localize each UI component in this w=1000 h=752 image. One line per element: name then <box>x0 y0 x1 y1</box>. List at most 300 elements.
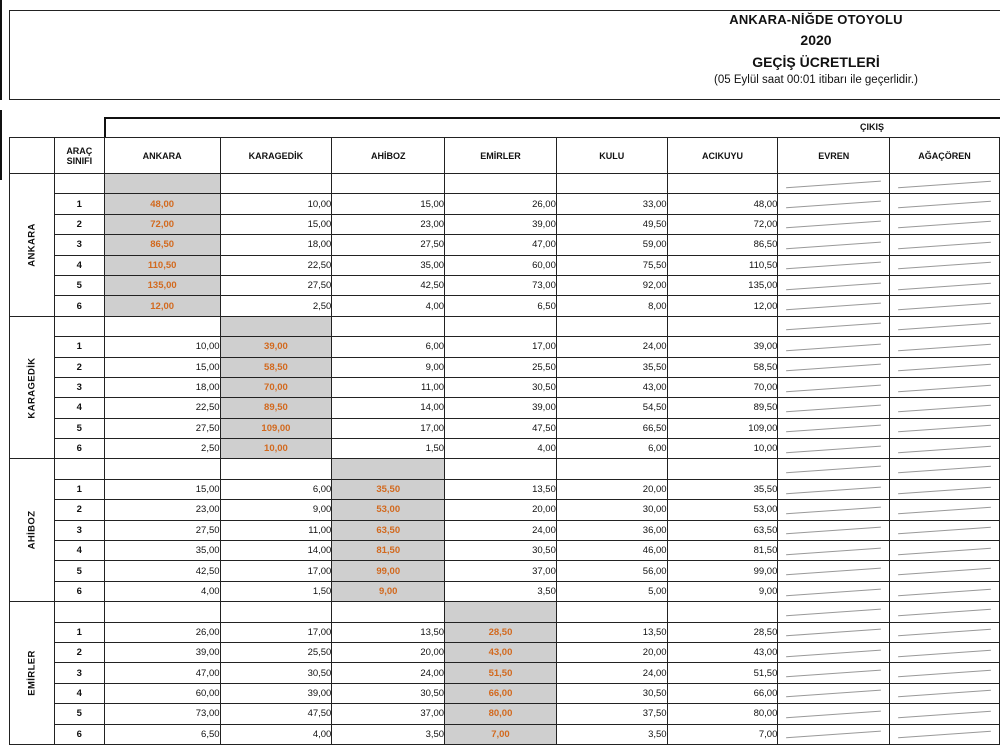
column-header-row <box>10 138 1000 174</box>
spacer-cell <box>220 316 332 336</box>
fee-cell: 53,00 <box>667 500 778 520</box>
fee-cell-highlighted: 48,00 <box>104 194 220 214</box>
spacer-cell <box>220 174 332 194</box>
vehicle-class-cell: 3 <box>54 235 104 255</box>
exit-column-header: ANKARA <box>104 138 220 174</box>
fee-cell: 30,50 <box>220 663 332 683</box>
vehicle-class-header-line1: ARAÇ <box>66 145 93 156</box>
fee-cell: 17,00 <box>220 561 332 581</box>
fee-cell: 20,00 <box>556 479 667 499</box>
not-applicable-cell <box>890 337 1000 357</box>
fee-cell: 42,50 <box>104 561 220 581</box>
spacer-cell <box>445 602 557 622</box>
exit-column-header: AĞAÇÖREN <box>890 138 1000 174</box>
fee-cell: 73,00 <box>104 704 220 724</box>
toll-fee-table <box>9 137 1000 745</box>
not-applicable-cell <box>778 724 890 744</box>
spacer-cell <box>54 459 104 479</box>
fee-cell-highlighted: 10,00 <box>220 439 332 459</box>
not-applicable-cell <box>778 683 890 703</box>
not-applicable-cell <box>890 398 1000 418</box>
not-applicable-cell <box>890 357 1000 377</box>
group-column-header <box>10 138 55 174</box>
not-applicable-cell <box>890 275 1000 295</box>
fee-cell: 54,50 <box>556 398 667 418</box>
not-applicable-cell <box>890 500 1000 520</box>
fee-cell: 7,00 <box>667 724 778 744</box>
document-header <box>666 12 966 86</box>
fee-cell: 37,50 <box>556 704 667 724</box>
table-row <box>10 275 1000 295</box>
vehicle-class-cell: 2 <box>54 500 104 520</box>
fee-cell: 6,00 <box>556 439 667 459</box>
fee-cell: 10,00 <box>667 439 778 459</box>
vehicle-class-cell: 4 <box>54 255 104 275</box>
fee-cell: 47,00 <box>104 663 220 683</box>
vehicle-class-cell: 5 <box>54 561 104 581</box>
not-applicable-cell <box>778 275 890 295</box>
fee-cell: 70,00 <box>667 377 778 397</box>
vehicle-class-cell: 3 <box>54 520 104 540</box>
not-applicable-cell <box>778 418 890 438</box>
fee-cell: 13,50 <box>556 622 667 642</box>
table-row <box>10 642 1000 662</box>
spacer-cell <box>332 174 445 194</box>
spacer-cell <box>667 602 778 622</box>
table-row <box>10 194 1000 214</box>
table-row <box>10 296 1000 316</box>
fee-cell: 35,00 <box>104 541 220 561</box>
fee-cell: 24,00 <box>556 663 667 683</box>
vehicle-class-cell: 6 <box>54 724 104 744</box>
fee-cell-highlighted: 110,50 <box>104 255 220 275</box>
not-applicable-cell <box>778 377 890 397</box>
fee-cell: 63,50 <box>667 520 778 540</box>
not-applicable-cell <box>890 174 1000 194</box>
entry-group-label: EMİRLER <box>26 650 38 696</box>
fee-cell: 30,50 <box>445 541 557 561</box>
not-applicable-cell <box>890 663 1000 683</box>
fee-cell: 3,50 <box>445 581 557 601</box>
vehicle-class-cell: 3 <box>54 663 104 683</box>
header-year: 2020 <box>800 32 832 48</box>
fee-cell: 135,00 <box>667 275 778 295</box>
fee-cell: 33,00 <box>556 194 667 214</box>
table-row <box>10 500 1000 520</box>
vehicle-class-cell: 2 <box>54 357 104 377</box>
not-applicable-cell <box>778 174 890 194</box>
vehicle-class-cell: 5 <box>54 418 104 438</box>
fee-cell: 6,50 <box>104 724 220 744</box>
fee-cell: 27,50 <box>220 275 332 295</box>
fee-cell: 60,00 <box>445 255 557 275</box>
spacer-cell <box>54 174 104 194</box>
vehicle-class-header-line2: SINIFI <box>66 155 93 166</box>
vehicle-class-cell: 1 <box>54 622 104 642</box>
entry-group-cell <box>10 602 55 745</box>
fee-cell-highlighted: 72,00 <box>104 214 220 234</box>
vehicle-class-cell: 4 <box>54 541 104 561</box>
fee-cell-highlighted: 63,50 <box>332 520 445 540</box>
fee-cell: 39,00 <box>667 337 778 357</box>
not-applicable-cell <box>778 561 890 581</box>
fee-cell: 26,00 <box>104 622 220 642</box>
not-applicable-cell <box>778 520 890 540</box>
fee-cell: 73,00 <box>445 275 557 295</box>
table-body <box>10 174 1000 745</box>
fee-cell: 39,00 <box>220 683 332 703</box>
fee-cell: 46,00 <box>556 541 667 561</box>
fee-cell: 49,50 <box>556 214 667 234</box>
fee-cell-highlighted: 80,00 <box>445 704 557 724</box>
fee-cell-highlighted: 99,00 <box>332 561 445 581</box>
fee-cell: 15,00 <box>104 479 220 499</box>
fee-cell: 20,00 <box>445 500 557 520</box>
fee-cell: 58,50 <box>667 357 778 377</box>
fee-cell: 4,00 <box>104 581 220 601</box>
entry-group-label: ANKARA <box>26 223 38 267</box>
fee-cell: 47,50 <box>220 704 332 724</box>
not-applicable-cell <box>778 500 890 520</box>
fee-cell: 26,00 <box>445 194 557 214</box>
not-applicable-cell <box>890 479 1000 499</box>
left-edge-line <box>0 110 2 180</box>
group-spacer-row <box>10 602 1000 622</box>
fee-cell: 6,00 <box>332 337 445 357</box>
fee-cell: 47,00 <box>445 235 557 255</box>
spacer-cell <box>104 459 220 479</box>
exit-column-header: KULU <box>556 138 667 174</box>
vehicle-class-cell: 2 <box>54 642 104 662</box>
fee-cell: 13,50 <box>332 622 445 642</box>
spacer-cell <box>445 174 557 194</box>
fee-cell-highlighted: 66,00 <box>445 683 557 703</box>
fee-cell: 39,00 <box>445 398 557 418</box>
fee-cell: 18,00 <box>220 235 332 255</box>
fee-cell: 35,50 <box>667 479 778 499</box>
not-applicable-cell <box>890 520 1000 540</box>
fee-cell-highlighted: 89,50 <box>220 398 332 418</box>
fee-cell: 80,00 <box>667 704 778 724</box>
fee-cell: 109,00 <box>667 418 778 438</box>
not-applicable-cell <box>778 459 890 479</box>
vehicle-class-cell: 4 <box>54 683 104 703</box>
fee-cell-highlighted: 28,50 <box>445 622 557 642</box>
spacer-cell <box>667 316 778 336</box>
fee-cell: 22,50 <box>104 398 220 418</box>
fee-cell: 48,00 <box>667 194 778 214</box>
fee-cell: 99,00 <box>667 561 778 581</box>
not-applicable-cell <box>890 439 1000 459</box>
fee-cell: 66,50 <box>556 418 667 438</box>
table-row <box>10 704 1000 724</box>
not-applicable-cell <box>890 255 1000 275</box>
not-applicable-cell <box>778 235 890 255</box>
fee-cell-highlighted: 7,00 <box>445 724 557 744</box>
vehicle-class-cell: 2 <box>54 214 104 234</box>
spacer-cell <box>104 602 220 622</box>
table-row <box>10 581 1000 601</box>
vehicle-class-cell: 6 <box>54 581 104 601</box>
fee-cell: 6,00 <box>220 479 332 499</box>
fee-cell: 1,50 <box>220 581 332 601</box>
table-row <box>10 479 1000 499</box>
fee-cell: 13,50 <box>445 479 557 499</box>
table-row <box>10 683 1000 703</box>
exit-column-header: EMİRLER <box>445 138 557 174</box>
spacer-cell <box>556 459 667 479</box>
fee-cell: 35,50 <box>556 357 667 377</box>
spacer-cell <box>54 602 104 622</box>
not-applicable-cell <box>778 255 890 275</box>
not-applicable-cell <box>890 561 1000 581</box>
left-edge-line <box>0 0 2 100</box>
fee-cell: 14,00 <box>220 541 332 561</box>
fee-cell: 3,50 <box>332 724 445 744</box>
fee-cell: 24,00 <box>556 337 667 357</box>
fee-cell: 39,00 <box>104 642 220 662</box>
fee-cell: 75,50 <box>556 255 667 275</box>
fee-cell: 30,50 <box>445 377 557 397</box>
fee-cell: 11,00 <box>220 520 332 540</box>
entry-group-cell <box>10 459 55 602</box>
spacer-cell <box>220 602 332 622</box>
fee-cell: 2,50 <box>104 439 220 459</box>
vehicle-class-cell: 1 <box>54 479 104 499</box>
spacer-cell <box>332 316 445 336</box>
fee-cell: 89,50 <box>667 398 778 418</box>
not-applicable-cell <box>890 602 1000 622</box>
table-row <box>10 724 1000 744</box>
exit-column-header: EVREN <box>778 138 890 174</box>
fee-cell: 23,00 <box>104 500 220 520</box>
spacer-cell <box>556 602 667 622</box>
fee-cell: 3,50 <box>556 724 667 744</box>
fee-cell: 30,50 <box>556 683 667 703</box>
not-applicable-cell <box>778 357 890 377</box>
fee-cell: 92,00 <box>556 275 667 295</box>
not-applicable-cell <box>890 296 1000 316</box>
fee-cell: 15,00 <box>220 214 332 234</box>
not-applicable-cell <box>890 622 1000 642</box>
fee-cell: 59,00 <box>556 235 667 255</box>
header-title: GEÇİŞ ÜCRETLERİ <box>752 54 880 70</box>
fee-cell: 17,00 <box>445 337 557 357</box>
not-applicable-cell <box>778 581 890 601</box>
not-applicable-cell <box>890 418 1000 438</box>
fee-cell: 20,00 <box>556 642 667 662</box>
fee-cell: 51,50 <box>667 663 778 683</box>
fee-cell-highlighted: 51,50 <box>445 663 557 683</box>
fee-cell-highlighted: 43,00 <box>445 642 557 662</box>
fee-cell: 35,00 <box>332 255 445 275</box>
fee-cell: 110,50 <box>667 255 778 275</box>
fee-cell: 4,00 <box>445 439 557 459</box>
spacer-cell <box>556 316 667 336</box>
fee-cell: 25,50 <box>220 642 332 662</box>
fee-cell: 28,50 <box>667 622 778 642</box>
not-applicable-cell <box>778 194 890 214</box>
fee-cell: 17,00 <box>332 418 445 438</box>
exit-column-header: KARAGEDİK <box>220 138 332 174</box>
not-applicable-cell <box>778 704 890 724</box>
fee-cell: 8,00 <box>556 296 667 316</box>
entry-group-cell <box>10 174 55 317</box>
fee-cell: 37,00 <box>332 704 445 724</box>
spacer-cell <box>104 316 220 336</box>
not-applicable-cell <box>890 214 1000 234</box>
exit-column-header: AHİBOZ <box>332 138 445 174</box>
fee-cell: 10,00 <box>104 337 220 357</box>
fee-cell: 5,00 <box>556 581 667 601</box>
not-applicable-cell <box>778 398 890 418</box>
table-row <box>10 235 1000 255</box>
spacer-cell <box>667 459 778 479</box>
fee-cell: 36,00 <box>556 520 667 540</box>
vehicle-class-cell: 5 <box>54 704 104 724</box>
fee-cell: 43,00 <box>556 377 667 397</box>
fee-cell: 9,00 <box>332 357 445 377</box>
fee-cell: 27,50 <box>332 235 445 255</box>
not-applicable-cell <box>890 704 1000 724</box>
spacer-cell <box>332 459 445 479</box>
not-applicable-cell <box>890 459 1000 479</box>
not-applicable-cell <box>778 663 890 683</box>
fee-cell: 15,00 <box>332 194 445 214</box>
not-applicable-cell <box>778 479 890 499</box>
fee-cell: 4,00 <box>332 296 445 316</box>
entry-group-label: KARAGEDİK <box>26 357 38 419</box>
fee-cell: 18,00 <box>104 377 220 397</box>
not-applicable-cell <box>778 642 890 662</box>
fee-cell: 6,50 <box>445 296 557 316</box>
table-row <box>10 377 1000 397</box>
spacer-cell <box>220 459 332 479</box>
vehicle-class-cell: 1 <box>54 194 104 214</box>
fee-cell: 39,00 <box>445 214 557 234</box>
vehicle-class-header <box>54 138 104 174</box>
not-applicable-cell <box>890 683 1000 703</box>
fee-cell-highlighted: 12,00 <box>104 296 220 316</box>
vehicle-class-cell: 6 <box>54 439 104 459</box>
spacer-cell <box>445 459 557 479</box>
header-line-1: ANKARA-NİĞDE OTOYOLU <box>729 12 903 27</box>
fee-cell: 24,00 <box>445 520 557 540</box>
fee-cell: 15,00 <box>104 357 220 377</box>
fee-cell: 30,50 <box>332 683 445 703</box>
entry-group-label: AHİBOZ <box>26 510 38 550</box>
fee-cell: 56,00 <box>556 561 667 581</box>
fee-cell-highlighted: 9,00 <box>332 581 445 601</box>
not-applicable-cell <box>890 541 1000 561</box>
fee-cell: 43,00 <box>667 642 778 662</box>
not-applicable-cell <box>778 296 890 316</box>
fee-cell: 81,50 <box>667 541 778 561</box>
fee-cell-highlighted: 135,00 <box>104 275 220 295</box>
spacer-cell <box>104 174 220 194</box>
not-applicable-cell <box>778 316 890 336</box>
entry-group-cell <box>10 316 55 459</box>
table-row <box>10 337 1000 357</box>
group-spacer-row <box>10 459 1000 479</box>
not-applicable-cell <box>890 581 1000 601</box>
fee-cell: 42,50 <box>332 275 445 295</box>
table-row <box>10 357 1000 377</box>
table-row <box>10 561 1000 581</box>
fee-cell: 10,00 <box>220 194 332 214</box>
fee-cell-highlighted: 53,00 <box>332 500 445 520</box>
table-row <box>10 255 1000 275</box>
not-applicable-cell <box>778 602 890 622</box>
vehicle-class-cell: 5 <box>54 275 104 295</box>
not-applicable-cell <box>778 622 890 642</box>
fee-cell-highlighted: 70,00 <box>220 377 332 397</box>
fee-cell-highlighted: 58,50 <box>220 357 332 377</box>
fee-cell-highlighted: 81,50 <box>332 541 445 561</box>
not-applicable-cell <box>890 377 1000 397</box>
table-row <box>10 398 1000 418</box>
spacer-cell <box>332 602 445 622</box>
table-row <box>10 541 1000 561</box>
spacer-cell <box>556 174 667 194</box>
table-row <box>10 439 1000 459</box>
fee-cell: 12,00 <box>667 296 778 316</box>
fee-cell: 27,50 <box>104 418 220 438</box>
fee-cell-highlighted: 86,50 <box>104 235 220 255</box>
vehicle-class-cell: 6 <box>54 296 104 316</box>
fee-cell: 86,50 <box>667 235 778 255</box>
fee-cell: 30,00 <box>556 500 667 520</box>
not-applicable-cell <box>890 235 1000 255</box>
fee-cell-highlighted: 109,00 <box>220 418 332 438</box>
header-validity-note: (05 Eylül saat 00:01 itibarı ile geçerlidir.) <box>714 74 918 86</box>
spacer-cell <box>54 316 104 336</box>
fee-cell: 23,00 <box>332 214 445 234</box>
not-applicable-cell <box>778 541 890 561</box>
fee-cell: 14,00 <box>332 398 445 418</box>
fee-cell: 24,00 <box>332 663 445 683</box>
fee-cell: 4,00 <box>220 724 332 744</box>
cikis-label: ÇIKIŞ <box>860 122 885 132</box>
table-row <box>10 622 1000 642</box>
fee-cell: 11,00 <box>332 377 445 397</box>
vehicle-class-cell: 1 <box>54 337 104 357</box>
not-applicable-cell <box>890 194 1000 214</box>
vehicle-class-cell: 4 <box>54 398 104 418</box>
not-applicable-cell <box>778 214 890 234</box>
fee-cell: 66,00 <box>667 683 778 703</box>
not-applicable-cell <box>890 724 1000 744</box>
table-row <box>10 418 1000 438</box>
fee-cell: 20,00 <box>332 642 445 662</box>
group-spacer-row <box>10 174 1000 194</box>
not-applicable-cell <box>890 642 1000 662</box>
group-spacer-row <box>10 316 1000 336</box>
fee-cell-highlighted: 39,00 <box>220 337 332 357</box>
table-row <box>10 214 1000 234</box>
table-row <box>10 663 1000 683</box>
spacer-cell <box>445 316 557 336</box>
fee-cell: 22,50 <box>220 255 332 275</box>
not-applicable-cell <box>890 316 1000 336</box>
spacer-cell <box>667 174 778 194</box>
fee-cell: 9,00 <box>667 581 778 601</box>
not-applicable-cell <box>778 439 890 459</box>
fee-cell: 25,50 <box>445 357 557 377</box>
fee-cell: 1,50 <box>332 439 445 459</box>
exit-column-header: ACIKUYU <box>667 138 778 174</box>
fee-cell: 72,00 <box>667 214 778 234</box>
